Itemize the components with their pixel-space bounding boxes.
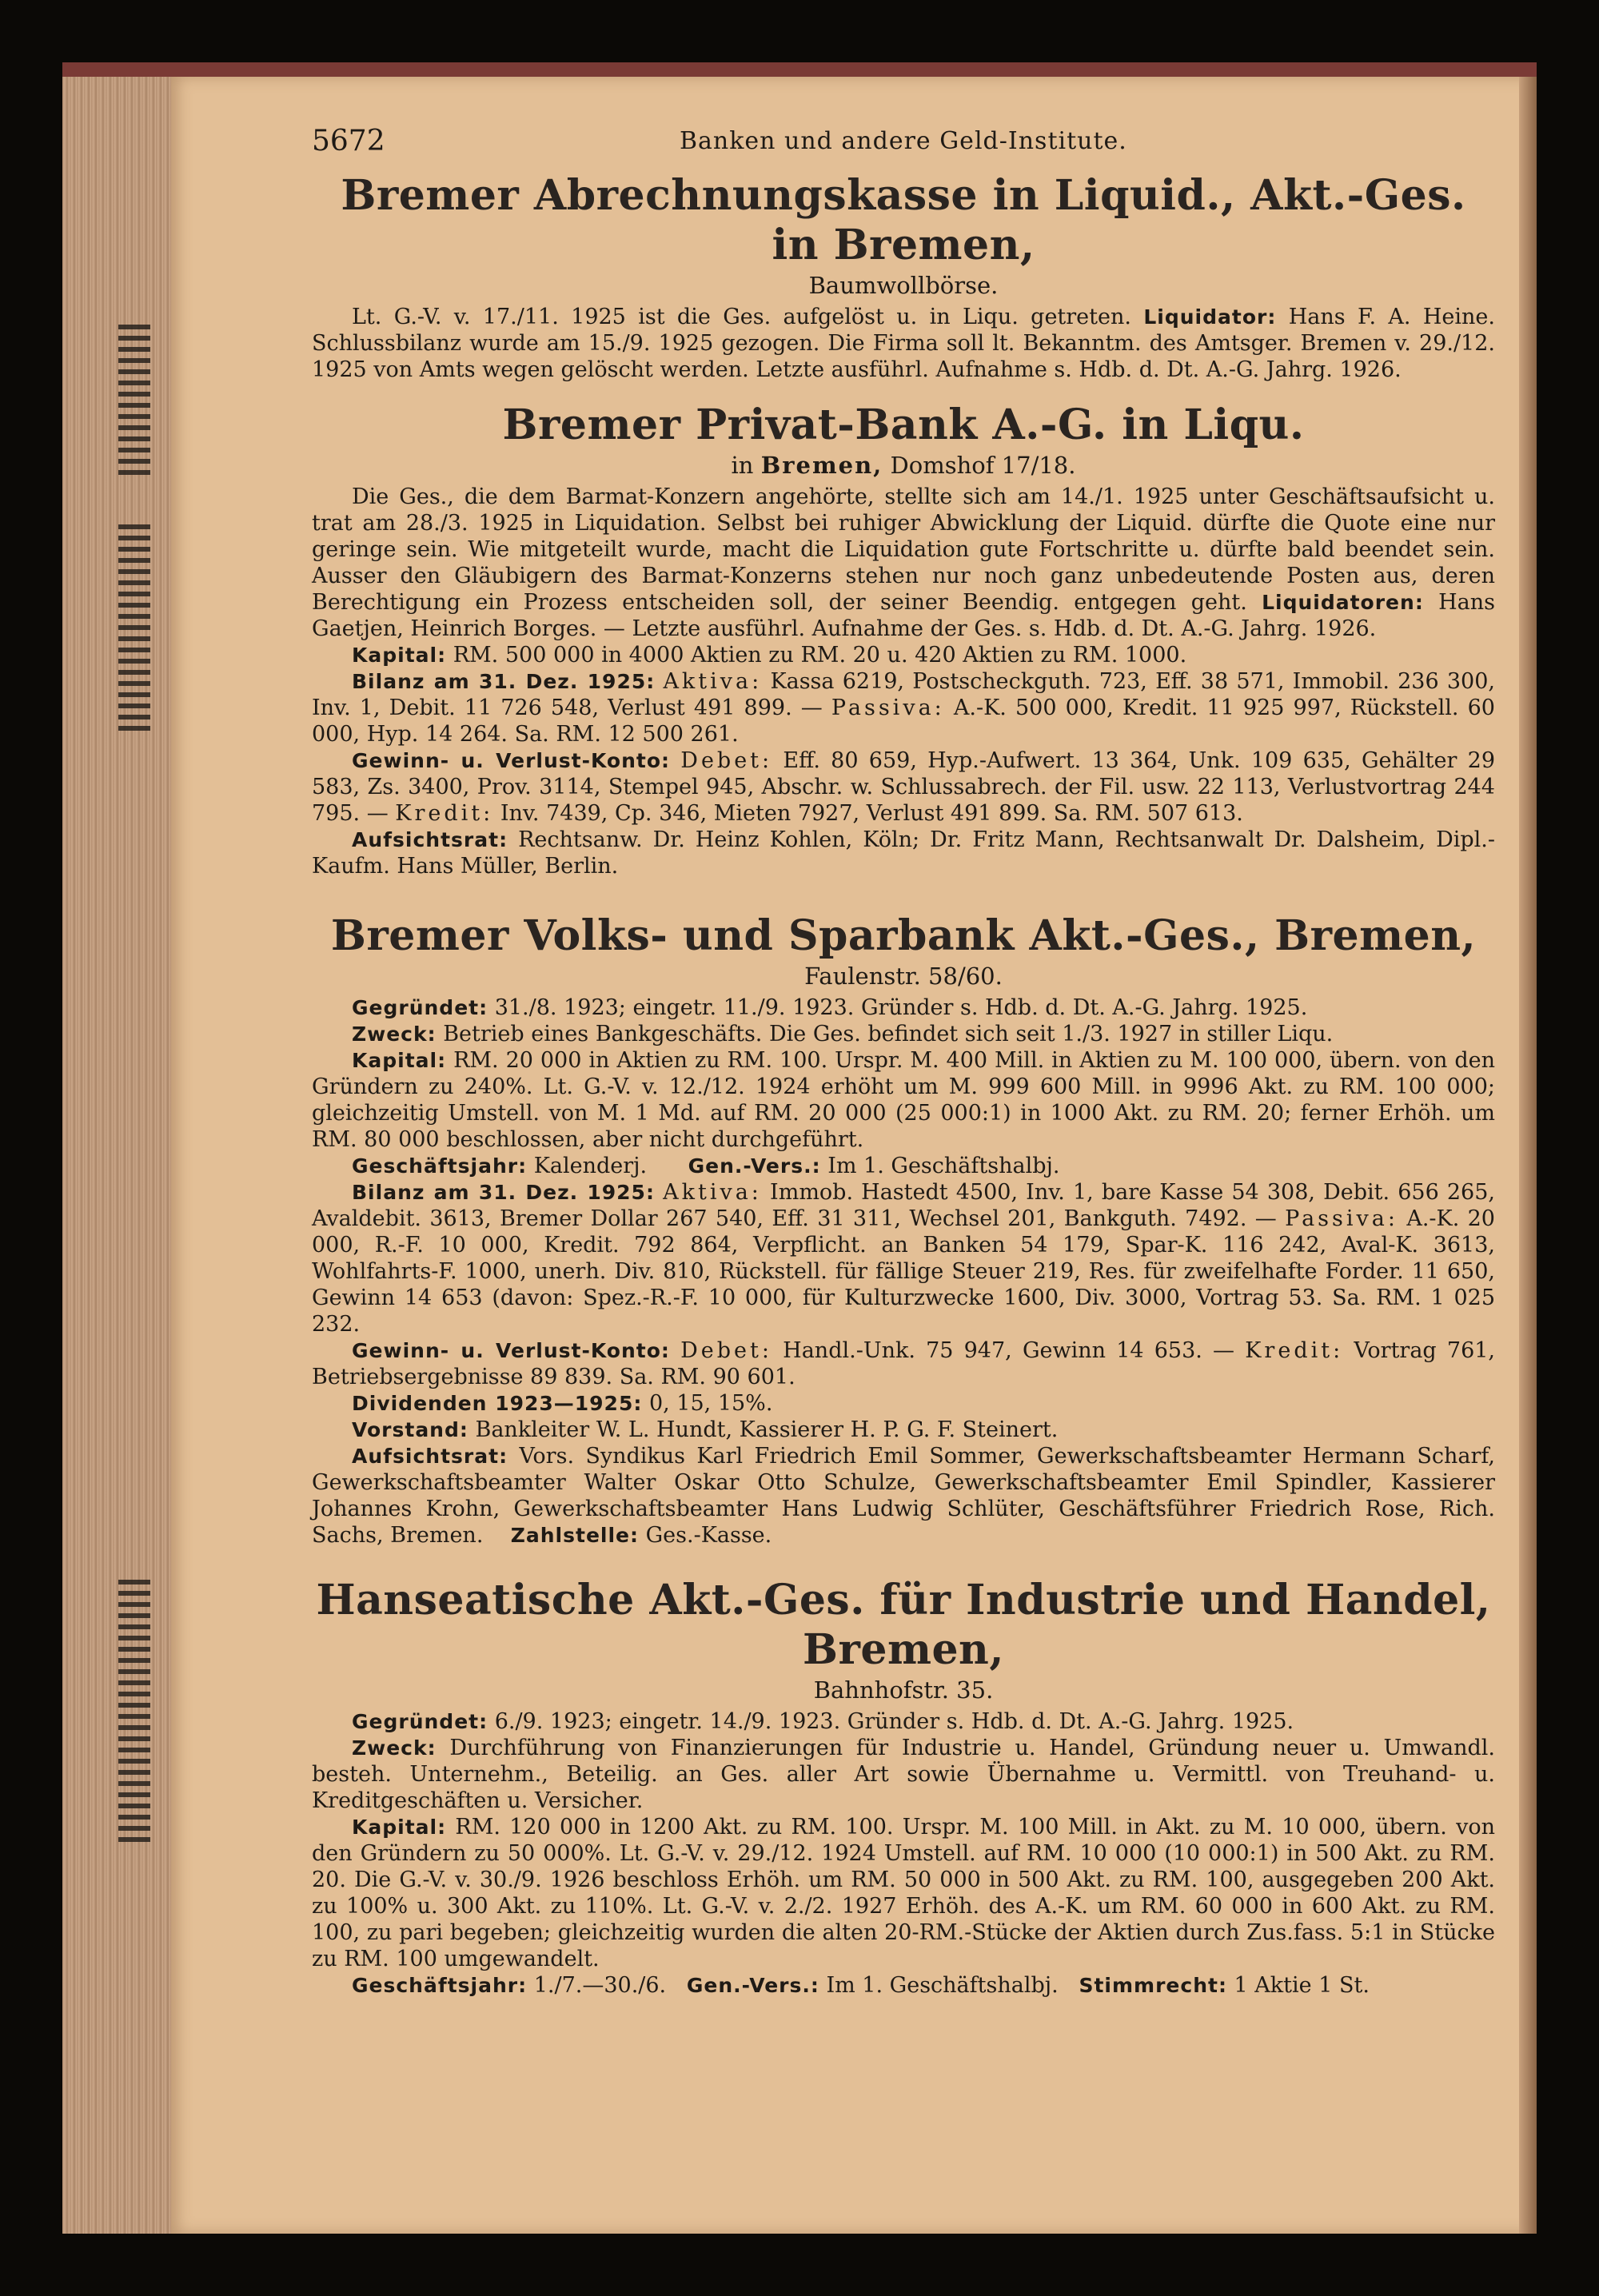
label-debet: Debet: — [680, 1338, 772, 1363]
label-kredit: Kredit: — [395, 801, 494, 826]
text: A.-K. 500 000, Kredit. 11 925 997, Rückstell. 60 000, Hyp. 14 264. Sa. RM. 12 500 261. — [312, 696, 1495, 747]
entry-title: Bremer Abrechnungskasse in Liquid., Akt.-Ges. in Bremen, — [341, 171, 1466, 269]
gegruendet-line — [312, 1708, 1495, 1735]
label-kapital: Kapital: — [352, 1049, 447, 1072]
bilanz-line — [312, 668, 1495, 747]
label-passiva: Passiva: — [1285, 1206, 1398, 1231]
edge-marking — [118, 1580, 150, 1844]
dividenden-line — [312, 1390, 1495, 1417]
entry-paragraph — [312, 304, 1495, 383]
label-aufsichtsrat: Aufsichtsrat: — [352, 1445, 508, 1468]
entry-subtitle: Baumwollbörse. — [808, 272, 999, 299]
kapital-line — [312, 1814, 1495, 1972]
aufsichtsrat-line — [312, 1443, 1495, 1549]
edge-marking — [118, 325, 150, 476]
guv-line — [312, 747, 1495, 827]
edge-marking — [118, 524, 150, 732]
label-dividenden: Dividenden 1923—1925: — [352, 1392, 643, 1415]
entry-hanseatische-ag — [312, 1576, 1495, 1999]
page-number: 5672 — [312, 125, 385, 157]
page-content — [312, 125, 1496, 1999]
text: RM. 500 000 in 4000 Aktien zu RM. 20 u. 420 Aktien zu RM. 1000. — [453, 643, 1187, 668]
text: in — [731, 452, 754, 479]
gegruendet-line — [312, 995, 1495, 1021]
entry-title: Bremer Privat-Bank A.-G. in Liqu. — [502, 401, 1305, 449]
entry-title: Hanseatische Akt.-Ges. für Industrie und Handel, Bremen, — [316, 1576, 1491, 1674]
text: Ges.-Kasse. — [645, 1523, 772, 1548]
zweck-line — [312, 1735, 1495, 1814]
text: 6./9. 1923; eingetr. 14./9. 1923. Gründer s. Hdb. d. Dt. A.-G. Jahrg. 1925. — [494, 1709, 1294, 1734]
label-kapital: Kapital: — [352, 1816, 447, 1839]
text: Inv. 7439, Cp. 346, Mieten 7927, Verlust 491 899. Sa. RM. 507 613. — [500, 801, 1243, 826]
label-zahlstelle: Zahlstelle: — [510, 1524, 639, 1547]
text: RM. 120 000 in 1200 Akt. zu RM. 100. Urspr. M. 100 Mill. in Akt. zu M. 10 000, übern. von den Gründern zu 50 000%. Lt. G.-V. v. 29./12. 1924 Umstell. auf RM. 10 000 (10 000:1) in 500 Akt. zu RM. 20. Die G.-V. v. 30./9. 1926 beschloss Erhöh. um RM. 50 000 in 500 Akt. zu RM. 100, ausgegeben 200 Akt. zu 100% u. 300 Akt. zu 110%. Lt. G.-V. v. 2./2. 1927 Erhöh. des A.-K. um RM. 60 000 in 600 Akt. zu RM. 100, zu pari begeben; gleichzeitig wurden die alten 20-RM.-Stücke der Aktien durch Zus.fass. 5:1 in Stücke zu RM. 100 umgewandelt. — [312, 1815, 1495, 1971]
text: Bankleiter W. L. Hundt, Kassierer H. P. G. F. Steinert. — [475, 1417, 1059, 1442]
label-kredit: Kredit: — [1245, 1338, 1344, 1363]
label-debet: Debet: — [680, 748, 773, 773]
kapital-line — [312, 1047, 1495, 1153]
text: RM. 20 000 in Aktien zu RM. 100. Urspr. M. 400 Mill. in Aktien zu M. 100 000, übern. von den Gründern zu 240%. Lt. G.-V. v. 12./12. 1924 erhöht um M. 999 600 Mill. in 9996 Akt. zu RM. 100 000; gleichzeitig Umstell. von M. 1 Md. auf RM. 20 000 (25 000:1) in 1000 Akt. zu RM. 20; ferner Erhöh. um RM. 80 000 beschlossen, aber nicht durchgeführt. — [312, 1048, 1495, 1152]
text: Betrieb eines Bankgeschäfts. Die Ges. befindet sich seit 1./3. 1927 in stiller Liqu. — [443, 1022, 1334, 1046]
entry-title: Bremer Volks- und Sparbank Akt.-Ges., Bremen, — [330, 911, 1477, 960]
address: Domshof 17/18. — [890, 452, 1076, 479]
text: Immob. Hastedt 4500, Inv. 1, bare Kasse 54 308, Debit. 656 265, Avaldebit. 3613, Bremer Dollar 267 540, Eff. 31 311, Wechsel 201, Bankguth. 7492. — — [312, 1180, 1495, 1231]
label-stimmrecht: Stimmrecht: — [1079, 1974, 1227, 1997]
text: Hans Gaetjen, Heinrich Borges. — Letzte ausführl. Aufnahme der Ges. s. Hdb. d. Dt. A.-G. Jahrg. 1926. — [312, 590, 1495, 641]
text: 1 Aktie 1 St. — [1234, 1973, 1370, 1998]
text: Rechtsanw. Dr. Heinz Kohlen, Köln; Dr. Fritz Mann, Rechtsanwalt Dr. Dalsheim, Dipl.-Kaufm. Hans Müller, Berlin. — [312, 827, 1495, 879]
entry-bremer-volks-sparbank — [312, 911, 1495, 1549]
running-title: Banken und andere Geld-Institute. — [680, 127, 1127, 155]
guv-line — [312, 1337, 1495, 1390]
label-gen-vers: Gen.-Vers.: — [688, 1154, 821, 1178]
label-liquidatoren: Liquidatoren: — [1262, 591, 1424, 614]
text: Kassa 6219, Postscheckguth. 723, Eff. 38 571, Immobil. 236 300, Inv. 1, Debit. 11 726 548, Verlust 491 899. — — [312, 669, 1495, 720]
label-bilanz: Bilanz am 31. Dez. 1925: — [352, 1181, 655, 1204]
aufsichtsrat-line — [312, 827, 1495, 879]
label-vorstand: Vorstand: — [352, 1418, 469, 1441]
label-aktiva: Aktiva: — [663, 669, 763, 694]
text: 1./7.—30./6. — [533, 1973, 667, 1998]
label-guv: Gewinn- u. Verlust-Konto: — [352, 1339, 670, 1362]
running-head — [312, 125, 1495, 171]
label-gegruendet: Gegründet: — [352, 996, 488, 1019]
label-bilanz: Bilanz am 31. Dez. 1925: — [352, 670, 656, 693]
label-geschaeftsjahr: Geschäftsjahr: — [352, 1154, 528, 1178]
label-guv: Gewinn- u. Verlust-Konto: — [352, 749, 671, 772]
entry-subtitle — [312, 450, 1495, 480]
text: Lt. G.-V. v. 17./11. 1925 ist die Ges. aufgelöst u. in Liqu. getreten. — [352, 305, 1131, 329]
vorstand-line — [312, 1417, 1495, 1443]
label-geschaeftsjahr: Geschäftsjahr: — [352, 1974, 528, 1997]
text: Eff. 80 659, Hyp.-Aufwert. 13 364, Unk. 109 635, Gehälter 29 583, Zs. 3400, Prov. 3114, Stempel 945, Abschr. w. Schlussabrech. der Fil. usw. 22 113, Verlustvortrag 244 795. — — [312, 748, 1495, 826]
text: Vortrag 761, Betriebsergebnisse 89 839. Sa. RM. 90 601. — [312, 1338, 1496, 1389]
text: 0, 15, 15%. — [648, 1391, 773, 1416]
label-gegruendet: Gegründet: — [352, 1710, 488, 1733]
geschaeftsjahr-line — [312, 1153, 1495, 1179]
text: Im 1. Geschäftshalbj. — [826, 1973, 1059, 1998]
text: Die Ges., die dem Barmat-Konzern angehörte, stellte sich am 14./1. 1925 unter Geschäftsaufsicht u. trat am 28./3. 1925 in Liquidation. Selbst bei ruhiger Abwicklung der Liquid. dürfte die Quote eine nur geringe sein. Wie mitgeteilt wurde, macht die Liquidation gute Fortschritte u. dürfte bald beendet sein. Ausser den Gläubigern des Barmat-Konzerns stehen nur noch ganz unbedeutende Posten aus, deren Berechtigung ein Prozess entscheiden soll, der seiner Beendig. entgegen geht. — [312, 484, 1495, 615]
text: Handl.-Unk. 75 947, Gewinn 14 653. — — [783, 1338, 1235, 1363]
label-liquidator: Liquidator: — [1143, 305, 1277, 329]
entry-subtitle: Bahnhofstr. 35. — [813, 1676, 994, 1704]
label-passiva: Passiva: — [831, 696, 945, 720]
text: Vors. Syndikus Karl Friedrich Emil Sommer, Gewerkschaftsbeamter Hermann Scharf, Gewerkschaftsbeamter Walter Oskar Otto Schulze, Gewerkschaftsbeamter Emil Spindler, Kassierer Johannes Krohn, Gewerkschaftsbeamter Hans Ludwig Schlüter, Geschäftsführer Friedrich Rose, Rich. Sachs, Bremen. — [312, 1444, 1495, 1548]
bilanz-line — [312, 1179, 1495, 1337]
kapital-line — [312, 642, 1495, 668]
page-edge-right — [1519, 77, 1537, 2234]
entry-subtitle: Faulenstr. 58/60. — [804, 963, 1003, 990]
label-aufsichtsrat: Aufsichtsrat: — [352, 828, 508, 851]
label-kapital: Kapital: — [352, 644, 447, 667]
text: Hans F. A. Heine. Schlussbilanz wurde am 15./9. 1925 gezogen. Die Firma soll lt. Bekanntm. des Amtsger. Bremen v. 29./12. 1925 von Amts wegen gelöscht werden. Letzte ausführl. Aufnahme s. Hdb. d. Dt. A.-G. Jahrg. 1926. — [312, 305, 1495, 382]
label-zweck: Zweck: — [352, 1022, 437, 1046]
entry-bremer-privat-bank — [312, 401, 1495, 879]
text: 31./8. 1923; eingetr. 11./9. 1923. Gründer s. Hdb. d. Dt. A.-G. Jahrg. 1925. — [494, 995, 1308, 1020]
text: Durchführung von Finanzierungen für Industrie u. Handel, Gründung neuer u. Umwandl. besteh. Unternehm., Beteilig. an Ges. aller Art sowie Übernahme u. Vermittl. von Treuhand- u. Kreditgeschäften u. Versicher. — [312, 1736, 1495, 1813]
label-zweck: Zweck: — [352, 1736, 437, 1760]
entry-paragraph — [312, 484, 1495, 642]
text: A.-K. 20 000, R.-F. 10 000, Kredit. 792 864, Verpflicht. an Banken 54 179, Spar-K. 116 242, Aval-K. 3613, Wohlfahrts-F. 1000, unerh. Div. 810, Rückstell. für fällige Steuer 219, Res. für zweifelhafte Forder. 11 650, Gewinn 14 653 (davon: Spez.-R.-F. 10 000, für Kulturzwecke 1600, Div. 3000, Vortrag 53. Sa. RM. 1 025 232. — [312, 1206, 1495, 1337]
city: Bremen, — [760, 452, 883, 479]
text: Kalenderj. — [533, 1154, 648, 1178]
zweck-line — [312, 1021, 1495, 1047]
label-gen-vers: Gen.-Vers.: — [686, 1974, 819, 1997]
page-edges — [62, 77, 182, 2234]
entry-bremer-abrechnungskasse — [312, 171, 1495, 383]
label-aktiva: Aktiva: — [663, 1180, 762, 1205]
geschaeftsjahr-line — [312, 1972, 1495, 1999]
text: Im 1. Geschäftshalbj. — [827, 1154, 1060, 1178]
